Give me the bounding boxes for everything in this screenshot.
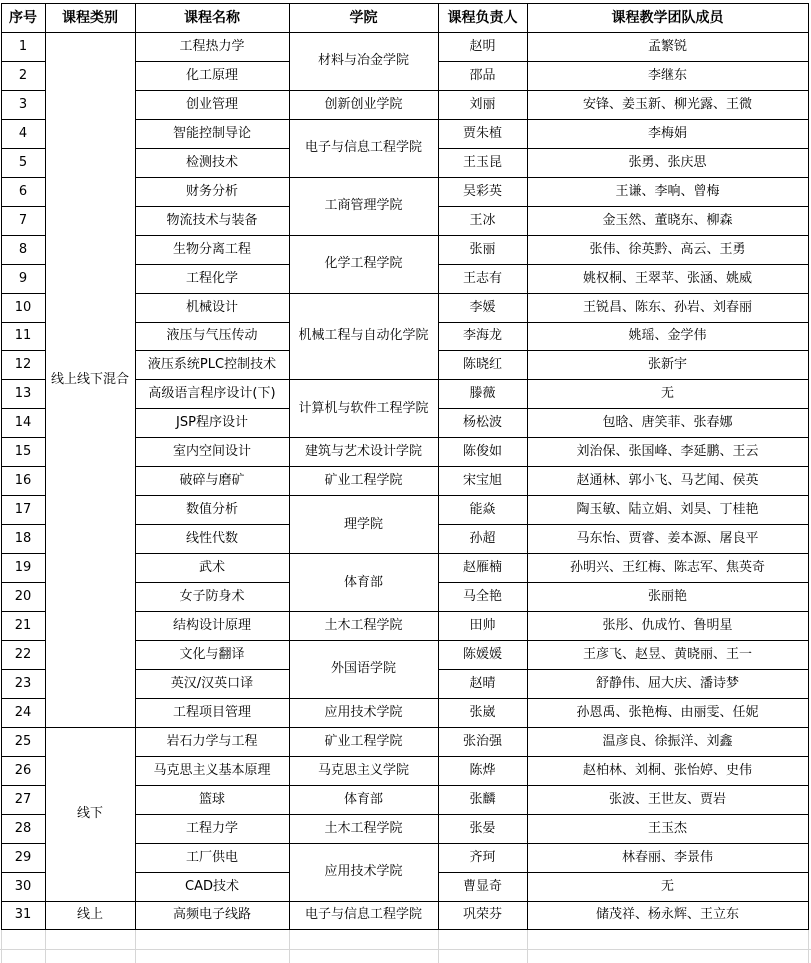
team-members: 孟繁锐 <box>647 38 687 54</box>
course-name: 工厂供电 <box>185 849 238 865</box>
team-members: 孙明兴、王红梅、陈志军、焦英奇 <box>569 560 765 576</box>
course-leader: 张治强 <box>462 733 502 749</box>
table-border <box>1 727 46 728</box>
row-number: 31 <box>14 907 32 923</box>
table-border <box>1 669 46 670</box>
row-number: 20 <box>14 589 32 605</box>
header-category: 课程类别 <box>62 9 118 26</box>
table-border <box>438 235 809 236</box>
team-members: 林春丽、李景伟 <box>621 849 713 865</box>
table-border <box>135 177 290 178</box>
team-members: 舒静伟、屈大庆、潘诗梦 <box>595 675 739 691</box>
course-name: 机械设计 <box>185 299 238 315</box>
header-college: 学院 <box>349 9 378 26</box>
table-border <box>438 466 809 467</box>
course-leader: 李海龙 <box>462 328 502 344</box>
course-name: 结构设计原理 <box>172 617 251 633</box>
row-number: 22 <box>14 646 32 662</box>
college: 应用技术学院 <box>324 704 403 720</box>
row-number: 10 <box>14 299 32 315</box>
course-leader: 张晏 <box>469 820 496 836</box>
table-border <box>135 322 290 323</box>
table-border <box>45 901 136 902</box>
table-border <box>135 235 290 236</box>
table-border <box>438 379 809 380</box>
team-members: 张伟、徐英黔、高云、王勇 <box>589 241 746 257</box>
team-members: 无 <box>660 386 674 402</box>
table-border <box>438 148 809 149</box>
table-border <box>135 814 290 815</box>
course-leader: 张丽 <box>469 241 496 257</box>
team-members: 张新宇 <box>647 357 687 373</box>
table-border <box>1 350 46 351</box>
team-members: 无 <box>660 878 674 894</box>
table-border <box>438 524 809 525</box>
table-border <box>1 553 46 554</box>
course-name: 室内空间设计 <box>172 444 251 460</box>
row-number: 13 <box>14 386 32 402</box>
team-members: 安锋、姜玉新、柳光露、王微 <box>582 96 752 112</box>
table-border <box>1 206 46 207</box>
course-name: 工程项目管理 <box>172 704 251 720</box>
table-border <box>1 3 809 4</box>
college: 马克思主义学院 <box>317 762 409 778</box>
table-border <box>438 698 809 699</box>
team-members: 赵通林、郭小飞、马艺闻、侯英 <box>576 473 759 489</box>
table-border <box>135 264 290 265</box>
table-border <box>45 929 136 930</box>
table-border <box>289 177 439 178</box>
course-name: CAD技术 <box>185 878 239 894</box>
team-members: 张波、王世友、贾岩 <box>608 791 726 807</box>
table-border <box>438 206 809 207</box>
table-border <box>1 119 46 120</box>
course-name: 生物分离工程 <box>172 241 251 257</box>
team-members: 王彦飞、赵昱、黄晓丽、王一 <box>582 646 752 662</box>
table-border <box>135 466 290 467</box>
college: 计算机与软件工程学院 <box>298 400 429 416</box>
course-name: 智能控制导论 <box>172 125 251 141</box>
table-border <box>289 727 439 728</box>
row-number: 29 <box>14 849 32 865</box>
row-number: 17 <box>14 502 32 518</box>
table-border <box>135 119 290 120</box>
course-name: 高频电子线路 <box>172 907 251 923</box>
college: 矿业工程学院 <box>324 733 403 749</box>
empty-grid-line <box>135 929 136 963</box>
table-border <box>135 379 290 380</box>
table-border <box>438 350 809 351</box>
table-border <box>1 698 46 699</box>
table-border <box>135 582 290 583</box>
table-border <box>438 843 809 844</box>
course-leader: 贾朱植 <box>462 125 502 141</box>
table-border <box>1 640 46 641</box>
row-number: 26 <box>14 762 32 778</box>
row-number: 27 <box>14 791 32 807</box>
course-leader: 赵雁楠 <box>462 560 502 576</box>
table-border <box>438 669 809 670</box>
course-leader: 王志有 <box>462 270 502 286</box>
table-border <box>438 582 809 583</box>
table-border <box>438 495 809 496</box>
empty-grid-line <box>45 929 46 963</box>
empty-grid-line <box>1 929 2 963</box>
college: 化学工程学院 <box>324 256 403 272</box>
course-name: 岩石力学与工程 <box>166 733 258 749</box>
team-members: 赵柏林、刘桐、张怡婷、史伟 <box>582 762 752 778</box>
course-leader: 宋宝旭 <box>462 473 502 489</box>
table-border <box>438 640 809 641</box>
course-name: 高级语言程序设计(下) <box>148 386 276 402</box>
header-no: 序号 <box>9 9 37 26</box>
team-members: 温彦良、徐振洋、刘鑫 <box>602 733 733 749</box>
table-border <box>135 90 290 91</box>
table-border <box>45 727 136 728</box>
team-members: 包晗、唐笑菲、张春娜 <box>602 415 733 431</box>
table-border <box>289 929 439 930</box>
course-name: 篮球 <box>198 791 225 807</box>
row-number: 14 <box>14 415 32 431</box>
table-border <box>1 379 46 380</box>
table-border <box>135 872 290 873</box>
table-border <box>135 611 290 612</box>
table-border <box>438 264 809 265</box>
row-number: 24 <box>14 704 32 720</box>
table-border <box>1 148 46 149</box>
table-border <box>289 495 439 496</box>
table-border <box>135 698 290 699</box>
table-border <box>438 901 809 902</box>
course-category: 线上线下混合 <box>50 371 129 387</box>
course-name: 女子防身术 <box>179 589 245 605</box>
table-border <box>135 553 290 554</box>
college: 应用技术学院 <box>324 864 403 880</box>
course-leader: 刘丽 <box>469 96 496 112</box>
college: 外国语学院 <box>330 661 396 677</box>
table-border <box>1 929 46 930</box>
table-border <box>1 32 809 33</box>
team-members: 姚瑶、金学伟 <box>628 328 707 344</box>
course-name: 马克思主义基本原理 <box>153 762 271 778</box>
college: 创新创业学院 <box>324 96 403 112</box>
table-border <box>438 814 809 815</box>
table-border <box>1 814 46 815</box>
table-border <box>135 148 290 149</box>
course-name: 化工原理 <box>185 67 238 83</box>
table-border <box>438 611 809 612</box>
row-number: 23 <box>14 675 32 691</box>
row-number: 1 <box>18 38 28 54</box>
table-border <box>438 90 809 91</box>
table-border <box>1 293 46 294</box>
course-leader: 田帅 <box>469 617 496 633</box>
team-members: 陶玉敏、陆立娟、刘昊、丁桂艳 <box>576 502 759 518</box>
row-number: 12 <box>14 357 32 373</box>
course-name: 检测技术 <box>185 154 238 170</box>
course-leader: 赵晴 <box>469 675 496 691</box>
college: 土木工程学院 <box>324 617 403 633</box>
table-border <box>438 119 809 120</box>
table-border <box>1 843 46 844</box>
table-border <box>289 379 439 380</box>
table-border <box>438 553 809 554</box>
table-border <box>438 756 809 757</box>
course-leader: 杨松波 <box>462 415 502 431</box>
table-border <box>1 264 46 265</box>
team-members: 马东怡、贾睿、姜本源、屠良平 <box>576 531 759 547</box>
table-border <box>289 90 439 91</box>
table-border <box>1 408 46 409</box>
college: 工商管理学院 <box>324 198 403 214</box>
table-border <box>438 293 809 294</box>
table-border <box>289 437 439 438</box>
empty-grid-line <box>289 929 290 963</box>
row-number: 8 <box>18 241 28 257</box>
course-name: 液压系统PLC控制技术 <box>147 357 277 373</box>
table-border <box>1 611 46 612</box>
team-members: 张丽艳 <box>647 589 687 605</box>
empty-grid-line <box>527 929 528 963</box>
table-border <box>135 437 290 438</box>
team-members: 金玉然、董晓东、柳森 <box>602 212 733 228</box>
course-leader: 李媛 <box>469 299 496 315</box>
course-name: 财务分析 <box>185 183 238 199</box>
header-course: 课程名称 <box>184 9 240 26</box>
row-number: 19 <box>14 560 32 576</box>
table-border <box>1 756 46 757</box>
row-number: 3 <box>18 96 28 112</box>
table-border <box>438 322 809 323</box>
table-border <box>135 929 290 930</box>
course-name: 英汉/汉英口译 <box>170 675 254 691</box>
college: 体育部 <box>343 791 383 807</box>
row-number: 6 <box>18 183 28 199</box>
course-name: 文化与翻译 <box>179 646 245 662</box>
table-border <box>135 640 290 641</box>
row-number: 28 <box>14 820 32 836</box>
course-name: JSP程序设计 <box>176 415 248 431</box>
team-members: 储茂祥、杨永辉、王立东 <box>595 907 739 923</box>
course-name: 工程化学 <box>185 270 238 286</box>
course-leader: 赵明 <box>469 38 496 54</box>
table-border <box>289 611 439 612</box>
course-leader: 马全艳 <box>462 589 502 605</box>
table-border <box>135 408 290 409</box>
table-border <box>135 785 290 786</box>
course-leader: 王冰 <box>469 212 496 228</box>
table-border <box>135 756 290 757</box>
table-border <box>135 843 290 844</box>
table-border <box>289 901 439 902</box>
course-leader: 陈烨 <box>469 762 496 778</box>
course-name: 创业管理 <box>185 96 238 112</box>
row-number: 16 <box>14 473 32 489</box>
table-border <box>438 61 809 62</box>
course-name: 线性代数 <box>185 531 238 547</box>
team-members: 刘治保、张国峰、李延鹏、王云 <box>576 444 759 460</box>
table-border <box>1 235 46 236</box>
table-border <box>438 785 809 786</box>
table-border <box>1 61 46 62</box>
table-border <box>1 437 46 438</box>
table-border <box>135 727 290 728</box>
table-border <box>135 206 290 207</box>
table-border <box>1 524 46 525</box>
table-border <box>438 929 809 930</box>
course-leader: 吴彩英 <box>462 183 502 199</box>
table-border <box>289 640 439 641</box>
table-border <box>438 177 809 178</box>
team-members: 张彤、仇成竹、鲁明星 <box>602 617 733 633</box>
table-border <box>1 90 46 91</box>
table-border <box>438 437 809 438</box>
team-members: 张勇、张庆思 <box>628 154 707 170</box>
course-leader: 陈晓红 <box>462 357 502 373</box>
row-number: 21 <box>14 617 32 633</box>
table-border <box>289 553 439 554</box>
table-border <box>289 119 439 120</box>
team-members: 王玉杰 <box>647 820 687 836</box>
college: 理学院 <box>343 516 383 532</box>
team-members: 姚权桐、王翠苹、张涵、姚威 <box>582 270 752 286</box>
row-number: 9 <box>18 270 28 286</box>
table-border <box>438 872 809 873</box>
table-border <box>135 901 290 902</box>
course-name: 物流技术与装备 <box>166 212 258 228</box>
table-border <box>289 293 439 294</box>
header-team: 课程教学团队成员 <box>611 9 724 26</box>
table-border <box>135 293 290 294</box>
course-leader: 能焱 <box>469 502 496 518</box>
table-border <box>1 872 46 873</box>
table-border <box>289 756 439 757</box>
course-leader: 张崴 <box>469 704 496 720</box>
table-border <box>289 698 439 699</box>
row-number: 25 <box>14 733 32 749</box>
course-leader: 齐珂 <box>469 849 496 865</box>
row-number: 18 <box>14 531 32 547</box>
course-leader: 曹显奇 <box>462 878 502 894</box>
college: 矿业工程学院 <box>324 473 403 489</box>
course-category: 线上 <box>76 907 103 923</box>
table-border <box>438 727 809 728</box>
course-name: 工程热力学 <box>179 38 245 54</box>
table-border <box>135 350 290 351</box>
table-border <box>1 785 46 786</box>
empty-grid-line <box>0 949 811 950</box>
row-number: 30 <box>14 878 32 894</box>
header-leader: 课程负责人 <box>447 9 518 26</box>
college: 体育部 <box>343 574 383 590</box>
course-leader: 王玉昆 <box>462 154 502 170</box>
row-number: 7 <box>18 212 28 228</box>
table-border <box>1 495 46 496</box>
team-members: 孙恩禹、张艳梅、由丽雯、任妮 <box>576 704 759 720</box>
course-name: 工程力学 <box>185 820 238 836</box>
table-border <box>289 843 439 844</box>
course-name: 武术 <box>198 560 225 576</box>
college: 电子与信息工程学院 <box>304 907 422 923</box>
table-border <box>135 669 290 670</box>
course-leader: 滕薇 <box>469 386 496 402</box>
table-border <box>289 466 439 467</box>
college: 建筑与艺术设计学院 <box>304 444 422 460</box>
table-border <box>289 235 439 236</box>
table-border <box>289 814 439 815</box>
table-border <box>1 177 46 178</box>
course-leader: 张麟 <box>469 791 496 807</box>
table-border <box>1 901 46 902</box>
row-number: 11 <box>14 328 32 344</box>
course-category: 线下 <box>76 806 103 822</box>
team-members: 李继东 <box>647 67 687 83</box>
empty-grid-line <box>808 929 809 963</box>
course-leader: 孙超 <box>469 531 496 547</box>
team-members: 李梅娟 <box>647 125 687 141</box>
row-number: 5 <box>18 154 28 170</box>
college: 机械工程与自动化学院 <box>298 328 429 344</box>
college: 土木工程学院 <box>324 820 403 836</box>
course-name: 破碎与磨矿 <box>179 473 245 489</box>
course-name: 液压与气压传动 <box>166 328 258 344</box>
course-leader: 巩荣芬 <box>462 907 502 923</box>
row-number: 15 <box>14 444 32 460</box>
table-border <box>135 495 290 496</box>
table-border <box>1 582 46 583</box>
course-leader: 陈媛媛 <box>462 646 502 662</box>
empty-grid-line <box>438 929 439 963</box>
table-border <box>135 524 290 525</box>
course-name: 数值分析 <box>185 502 238 518</box>
team-members: 王锐昌、陈东、孙岩、刘春丽 <box>582 299 752 315</box>
table-border <box>1 466 46 467</box>
team-members: 王谦、李响、曾梅 <box>615 183 720 199</box>
college: 材料与冶金学院 <box>317 53 409 69</box>
row-number: 2 <box>18 67 28 83</box>
table-border <box>1 322 46 323</box>
college: 电子与信息工程学院 <box>304 140 422 156</box>
course-leader: 陈俊如 <box>462 444 502 460</box>
course-leader: 邵品 <box>469 67 496 83</box>
table-border <box>289 785 439 786</box>
row-number: 4 <box>18 125 28 141</box>
table-border <box>135 61 290 62</box>
table-border <box>438 408 809 409</box>
